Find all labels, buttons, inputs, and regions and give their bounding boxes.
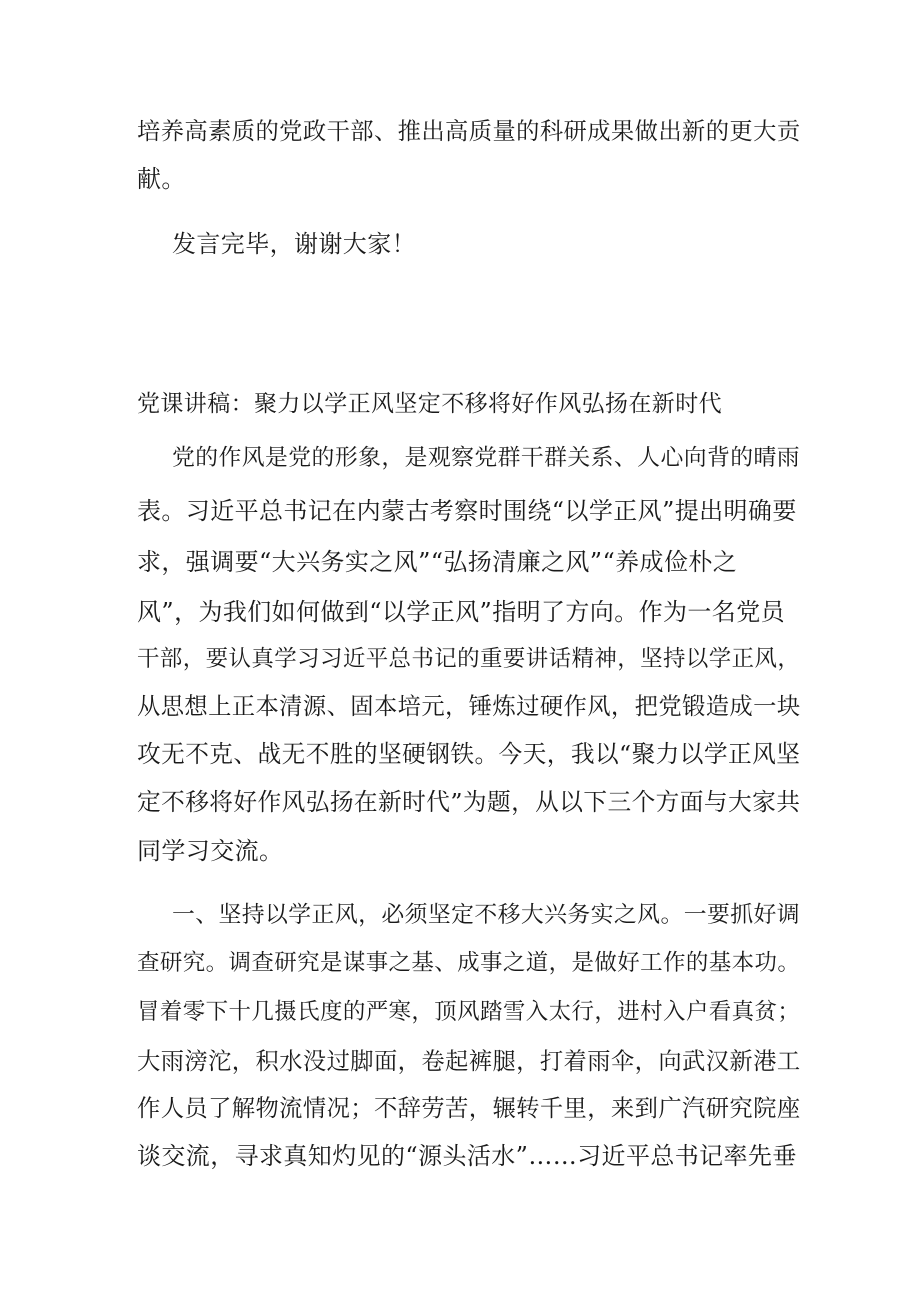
text-line: 查研究。调查研究是谋事之基、成事之道，是做好工作的基本功。 xyxy=(137,950,801,976)
text-line: 定不移将好作风弘扬在新时代”为题，从以下三个方面与大家共 xyxy=(137,788,801,816)
text-line: 干部，要认真学习习近平总书记的重要讲话精神，坚持以学正风， xyxy=(137,646,801,672)
text-line: 攻无不克、战无不胜的坚硬钢铁。今天，我以“聚力以学正风坚 xyxy=(137,740,801,768)
text-line: 从思想上正本清源、固本培元，锤炼过硬作风，把党锻造成一块 xyxy=(137,693,801,720)
text-line: 党的作风是党的形象，是观察党群干群关系、人心向背的晴雨 xyxy=(172,445,801,471)
text-line: 同学习交流。 xyxy=(137,837,284,865)
document-title: 党课讲稿：聚力以学正风坚定不移将好作风弘扬在新时代 xyxy=(137,391,722,417)
text-line: 风”，为我们如何做到“以学正风”指明了方向。作为一名党员 xyxy=(137,598,786,626)
text-line: 献。 xyxy=(137,165,186,193)
text-line: 谈交流，寻求真知灼见的“源头活水”……习近平总书记率先垂 xyxy=(137,1142,797,1170)
text-line: 培养高素质的党政干部、推出高质量的科研成果做出新的更大贡 xyxy=(137,118,801,145)
text-line: 求，强调要“大兴务实之风”“弘扬清廉之风”“养成俭朴之 xyxy=(137,548,738,576)
text-line: 发言完毕，谢谢大家！ xyxy=(172,230,416,258)
text-line: 表。习近平总书记在内蒙古考察时围绕“以学正风”提出明确要 xyxy=(137,497,797,525)
text-line: 一、坚持以学正风，必须坚定不移大兴务实之风。一要抓好调 xyxy=(172,902,801,928)
text-line: 作人员了解物流情况；不辞劳苦，辗转千里，来到广汽研究院座 xyxy=(137,1095,801,1122)
text-line: 冒着零下十几摄氏度的严寒，顶风踏雪入太行，进村入户看真贫； xyxy=(137,999,801,1025)
text-line: 大雨滂沱，积水没过脚面，卷起裤腿，打着雨伞，向武汉新港工 xyxy=(137,1048,801,1075)
